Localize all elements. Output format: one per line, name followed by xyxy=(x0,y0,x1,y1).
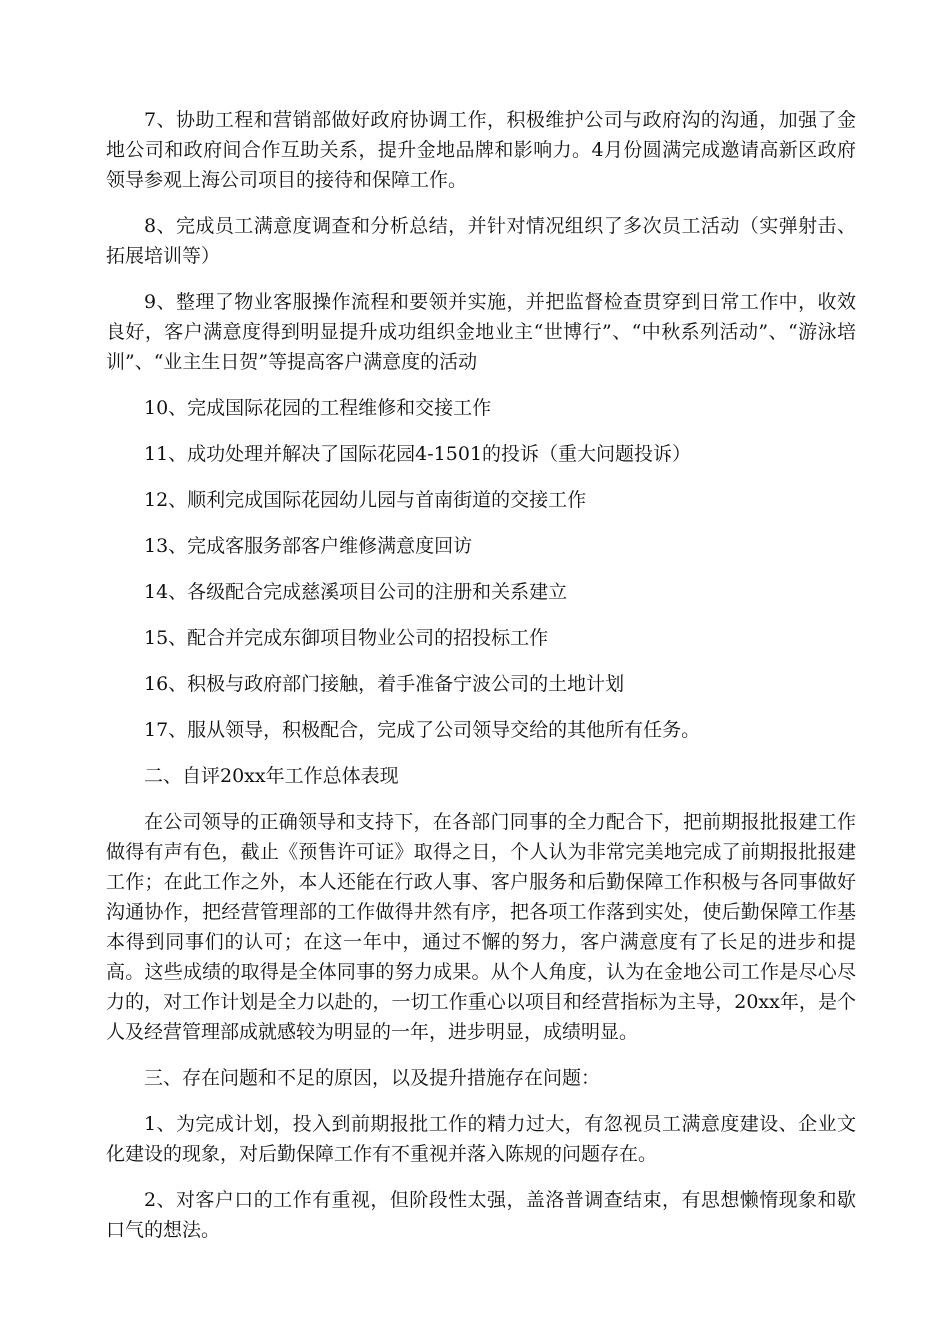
paragraph-problem-2: 2、对客户口的工作有重视，但阶段性太强，盖洛普调查结束，有思想懒惰现象和歇口气的想法。 xyxy=(106,1189,856,1241)
paragraph-item-11: 11、成功处理并解决了国际花园4-1501的投诉（重大问题投诉） xyxy=(144,443,692,465)
section-heading-self-evaluation: 二、自评20xx年工作总体表现 xyxy=(144,765,399,787)
paragraph-problem-1: 1、为完成计划，投入到前期报批工作的精力过大，有忽视员工满意度建设、企业文化建设的现象，对后勤保障工作有不重视并落入陈规的问题存在。 xyxy=(106,1113,856,1165)
paragraph-self-evaluation-body: 在公司领导的正确领导和支持下，在各部门同事的全力配合下，把前期报批报建工作做得有声有色，截止《预售许可证》取得之日，个人认为非常完美地完成了前期报批报建工作；在此工作之外，本人还能在行政人事、客户服务和后勤保障工作积极与各同事做好沟通协作，把经营管理部的工作做得井然有序，把各项工作落到实处，使后勤保障工作基本得到同事们的认可；在这一年中，通过不懈的努力，客户满意度有了长足的进步和提高。这些成绩的取得是全体同事的努力成果。从个人角度，认为在金地公司工作是尽心尽力的，对工作计划是全力以赴的，一切工作重心以项目和经营指标为主导，20xx年，是个人及经营管理部成就感较为明显的一年，进步明显，成绩明显。 xyxy=(106,811,856,1043)
paragraph-item-7: 7、协助工程和营销部做好政府协调工作，积极维护公司与政府沟的沟通，加强了金地公司和政府间合作互助关系，提升金地品牌和影响力。4月份圆满完成邀请高新区政府领导参观上海公司项目的接待和保障工作。 xyxy=(106,109,856,191)
paragraph-item-10: 10、完成国际花园的工程维修和交接工作 xyxy=(144,397,492,419)
document-page xyxy=(106,105,856,1261)
paragraph-item-9: 9、整理了物业客服操作流程和要领并实施，并把监督检查贯穿到日常工作中，收效良好，客户满意度得到明显提升成功组织金地业主“世博行”、“中秋系列活动”、“游泳培训”、“业主生日贺”等提高客户满意度的活动 xyxy=(106,291,856,373)
paragraph-item-17: 17、服从领导，积极配合，完成了公司领导交给的其他所有任务。 xyxy=(144,719,701,741)
section-heading-problems: 三、存在问题和不足的原因，以及提升措施存在问题： xyxy=(144,1067,601,1089)
paragraph-item-16: 16、积极与政府部门接触，着手准备宁波公司的土地计划 xyxy=(144,673,625,695)
paragraph-item-8: 8、完成员工满意度调查和分析总结，并针对情况组织了多次员工活动（实弹射击、拓展培训等） xyxy=(106,215,856,267)
paragraph-item-12: 12、顺利完成国际花园幼儿园与首南街道的交接工作 xyxy=(144,489,587,511)
paragraph-item-14: 14、各级配合完成慈溪项目公司的注册和关系建立 xyxy=(144,581,568,603)
paragraph-item-15: 15、配合并完成东御项目物业公司的招投标工作 xyxy=(144,627,549,649)
paragraph-item-13: 13、完成客服务部客户维修满意度回访 xyxy=(144,535,473,557)
